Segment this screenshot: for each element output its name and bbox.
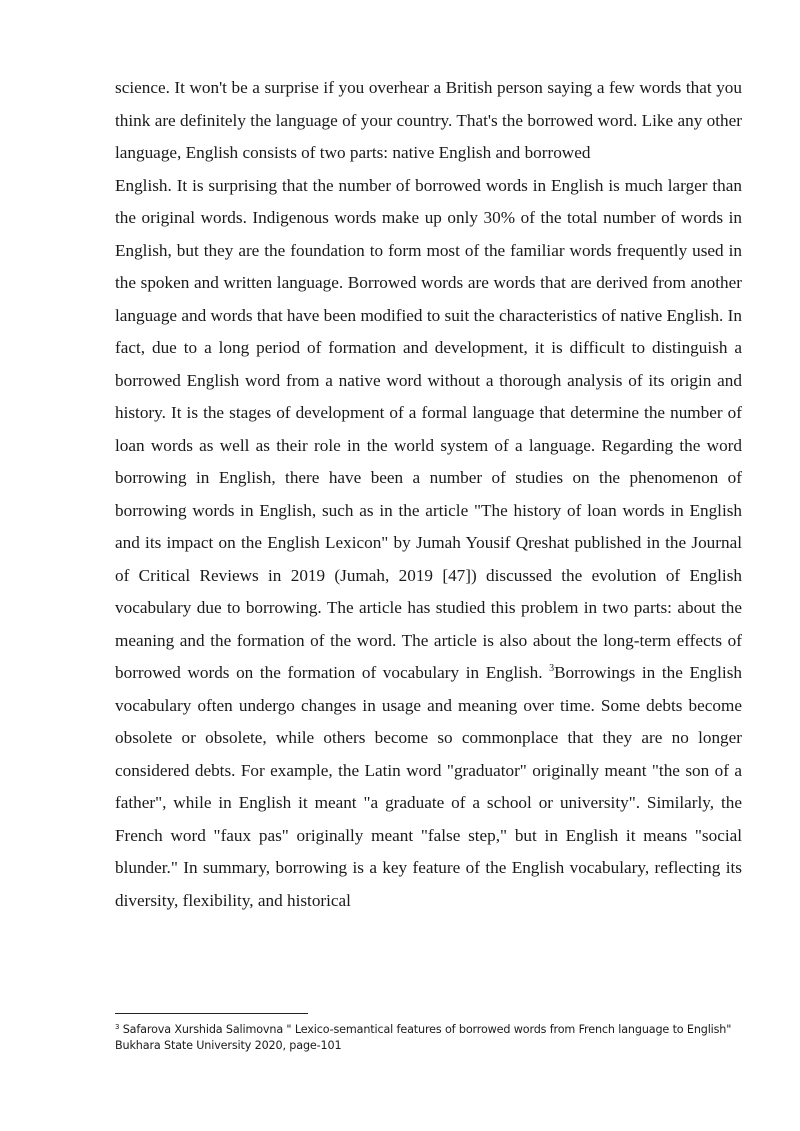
footnote-reference[interactable]: 3	[549, 663, 555, 674]
paragraph-2-text-b: Borrowings in the English vocabulary often undergo changes in usage and meaning over time. Some debts become obsolete or obsolete, while others become so commonplace that they are no longer considered debts. For example, the Latin word "graduator" originally meant "the son of a father", while in English it meant "a graduate of a school or university". Similarly, the French word "faux pas" originally meant "false step," but in English it means "social blunder." In summary, borrowing is a key feature of the English vocabulary, reflecting its diversity, flexibility, and historical	[115, 663, 742, 910]
footnote	[115, 1022, 742, 1054]
paragraph-2-text-a: English. It is surprising that the number of borrowed words in English is much larger than the original words. Indigenous words make up only 30% of the total number of words in English, but they are the foundation to form most of the familiar words frequently used in the spoken and written language. Borrowed words are words that are derived from another language and words that have been modified to suit the characteristics of native English. In fact, due to a long period of formation and development, it is difficult to distinguish a borrowed English word from a native word without a thorough analysis of its origin and history. It is the stages of development of a formal language that determine the number of loan words as well as their role in the world system of a language. Regarding the word borrowing in English, there have been a number of studies on the phenomenon of borrowing words in English, such as in the article "The history of loan words in English and its impact on the English Lexicon" by Jumah Yousif Qreshat published in the Journal of Critical Reviews in 2019 (Jumah, 2019 [47]) discussed the evolution of English vocabulary due to borrowing. The article has studied this problem in two parts: about the meaning and the formation of the word. The article is also about the long-term effects of borrowed words on the formation of vocabulary in English.	[115, 175, 742, 682]
footnote-text: Safarova Xurshida Salimovna " Lexico-semantical features of borrowed words from French language to English" Bukhara State University 2020, page-101	[115, 1023, 732, 1052]
body-text	[115, 72, 742, 917]
footnote-separator	[115, 1013, 308, 1014]
footnote-number: 3	[115, 1023, 120, 1031]
paragraph-2	[115, 170, 742, 918]
paragraph-1: science. It won't be a surprise if you overhear a British person saying a few words that you think are definitely the language of your country. That's the borrowed word. Like any other language, English consists of two parts: native English and borrowed	[115, 78, 742, 162]
